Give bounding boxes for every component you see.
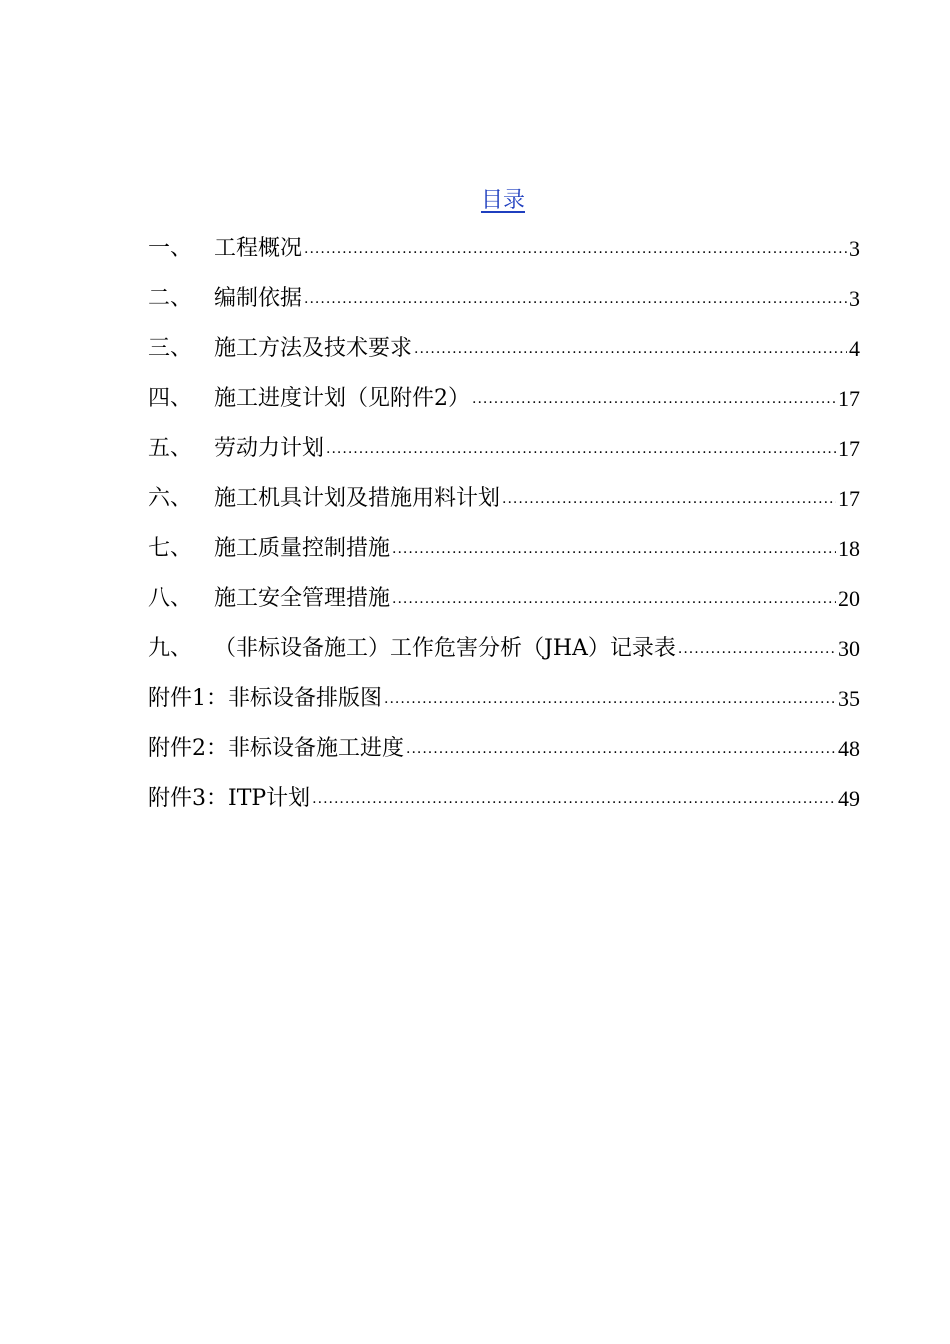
toc-dot-leader — [472, 390, 836, 408]
toc-entry-page: 17 — [838, 436, 860, 461]
toc-entry-text: 施工安全管理措施 — [214, 586, 391, 611]
toc-entry-text: 编制依据 — [214, 286, 303, 311]
toc-dot-leader — [312, 790, 836, 808]
toc-entry-number: 四、 — [148, 386, 193, 411]
toc-entry-number: 二、 — [148, 286, 193, 311]
toc-entry-text: 劳动力计划 — [214, 436, 325, 461]
toc-entry[interactable] — [148, 230, 860, 263]
toc-dot-leader — [502, 490, 836, 508]
toc-list — [148, 230, 860, 813]
toc-entry-page: 18 — [838, 536, 860, 561]
toc-entry[interactable] — [148, 263, 860, 313]
toc-entry[interactable] — [148, 313, 860, 363]
toc-entry-text: 施工质量控制措施 — [214, 536, 391, 561]
toc-entry[interactable] — [148, 463, 860, 513]
toc-dot-leader — [304, 290, 847, 308]
toc-entry[interactable] — [148, 513, 860, 563]
toc-entry-number: 八、 — [148, 586, 193, 611]
toc-entry-number: 一、 — [148, 236, 193, 261]
toc-entry-text: 附件3：ITP计划 — [148, 786, 311, 811]
toc-entry-appendix[interactable] — [148, 713, 860, 763]
toc-entry-text: 施工机具计划及措施用料计划 — [214, 486, 501, 511]
toc-title[interactable]: 目录 — [480, 188, 525, 213]
toc-entry-number: 七、 — [148, 536, 193, 561]
toc-entry-page: 49 — [838, 786, 860, 811]
toc-entry-number: 五、 — [148, 436, 193, 461]
toc-dot-leader — [392, 540, 836, 558]
toc-entry-page: 35 — [838, 686, 860, 711]
toc-entry-page: 3 — [849, 286, 860, 311]
toc-entry-appendix[interactable] — [148, 763, 860, 813]
toc-dot-leader — [384, 690, 836, 708]
toc-entry-text: 施工进度计划（见附件2） — [214, 386, 470, 411]
toc-entry-page: 17 — [838, 386, 860, 411]
toc-dot-leader — [304, 240, 847, 258]
toc-entry[interactable] — [148, 613, 860, 663]
toc-entry[interactable] — [148, 563, 860, 613]
toc-entry[interactable] — [148, 413, 860, 463]
toc-dot-leader — [406, 740, 836, 758]
toc-dot-leader — [392, 590, 836, 608]
toc-dot-leader — [678, 640, 836, 658]
toc-entry-page: 20 — [838, 586, 860, 611]
toc-entry-page: 48 — [838, 736, 860, 761]
toc-entry-number: 九、 — [148, 636, 193, 661]
toc-entry-text: （非标设备施工）工作危害分析（JHA）记录表 — [214, 636, 676, 661]
toc-dot-leader — [414, 340, 847, 358]
toc-entry-page: 30 — [838, 636, 860, 661]
toc-entry-number: 六、 — [148, 486, 193, 511]
toc-entry-page: 4 — [849, 336, 860, 361]
toc-entry-number: 三、 — [148, 336, 193, 361]
toc-dot-leader — [326, 440, 836, 458]
toc-entry-text: 施工方法及技术要求 — [214, 336, 413, 361]
toc-entry-appendix[interactable] — [148, 663, 860, 713]
toc-entry-page: 3 — [849, 236, 860, 261]
toc-entry-page: 17 — [838, 486, 860, 511]
toc-entry-text: 工程概况 — [214, 236, 303, 261]
toc-entry[interactable] — [148, 363, 860, 413]
toc-entry-text: 附件2：非标设备施工进度 — [148, 736, 404, 761]
toc-entry-text: 附件1：非标设备排版图 — [148, 686, 382, 711]
